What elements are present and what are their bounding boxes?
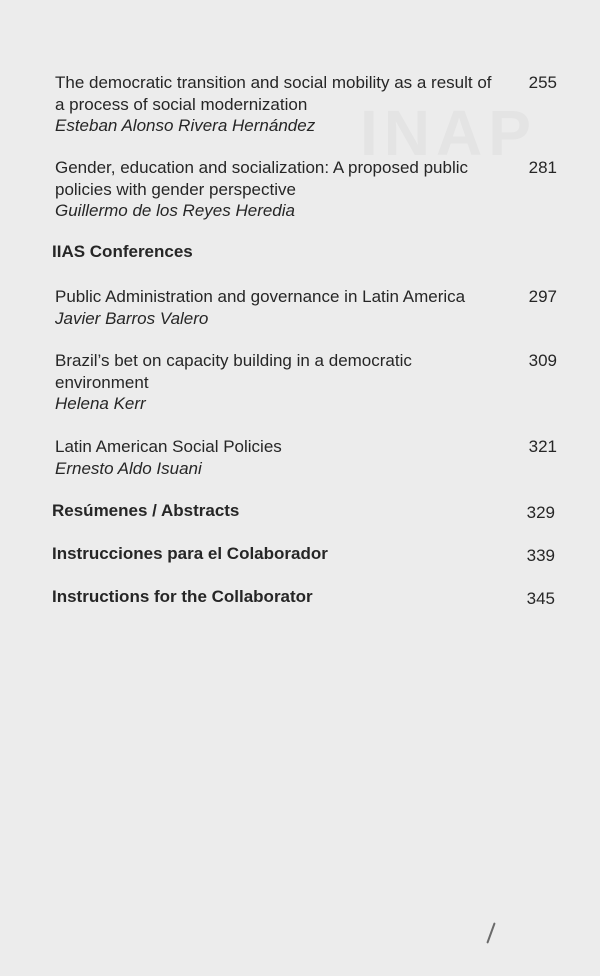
entry-title: Instrucciones para el Colaborador: [52, 544, 328, 563]
inap-watermark: INAP: [360, 97, 537, 169]
entry-author: Guillermo de los Reyes Heredia: [55, 201, 295, 220]
entry-title: Latin American Social Policies: [55, 437, 282, 456]
entry-author: Helena Kerr: [55, 394, 146, 413]
toc-bold-entry: [52, 500, 557, 521]
toc-entry: [55, 350, 565, 415]
pencil-mark: [486, 922, 495, 943]
entry-page-number: 329: [526, 503, 555, 522]
entry-author: Ernesto Aldo Isuani: [55, 458, 202, 478]
entry-title: Instructions for the Collaborator: [52, 587, 313, 606]
entry-author: Esteban Alonso Rivera Hernández: [55, 116, 316, 135]
entry-title: Brazil’s bet on capacity building in a democratic environment: [55, 351, 412, 392]
entry-page-number: 281: [528, 158, 557, 177]
toc-entry: [55, 286, 565, 329]
entry-author: Javier Barros Valero: [55, 308, 209, 328]
entry-page-number: 297: [528, 287, 557, 306]
section-heading: IIAS Conferences: [52, 242, 193, 261]
toc-entry: [55, 157, 565, 222]
entry-page-number: 255: [528, 73, 557, 92]
entry-page-number: 321: [528, 437, 557, 456]
entry-title: Gender, education and socialization: A proposed public policies with gender perspective: [55, 158, 469, 199]
toc-entry: [55, 436, 565, 479]
toc-entry: [55, 72, 565, 137]
entry-title: The democratic transition and social mobility as a result of a process of social modernization: [55, 73, 492, 114]
toc-bold-entry: [52, 586, 557, 607]
toc-bold-entry: [52, 543, 557, 564]
entry-page-number: 339: [526, 546, 555, 565]
entry-page-number: 345: [526, 589, 555, 608]
entry-title: Public Administration and governance in Latin America: [55, 287, 466, 306]
entry-page-number: 309: [528, 351, 557, 370]
entry-title: Resúmenes / Abstracts: [52, 501, 240, 520]
